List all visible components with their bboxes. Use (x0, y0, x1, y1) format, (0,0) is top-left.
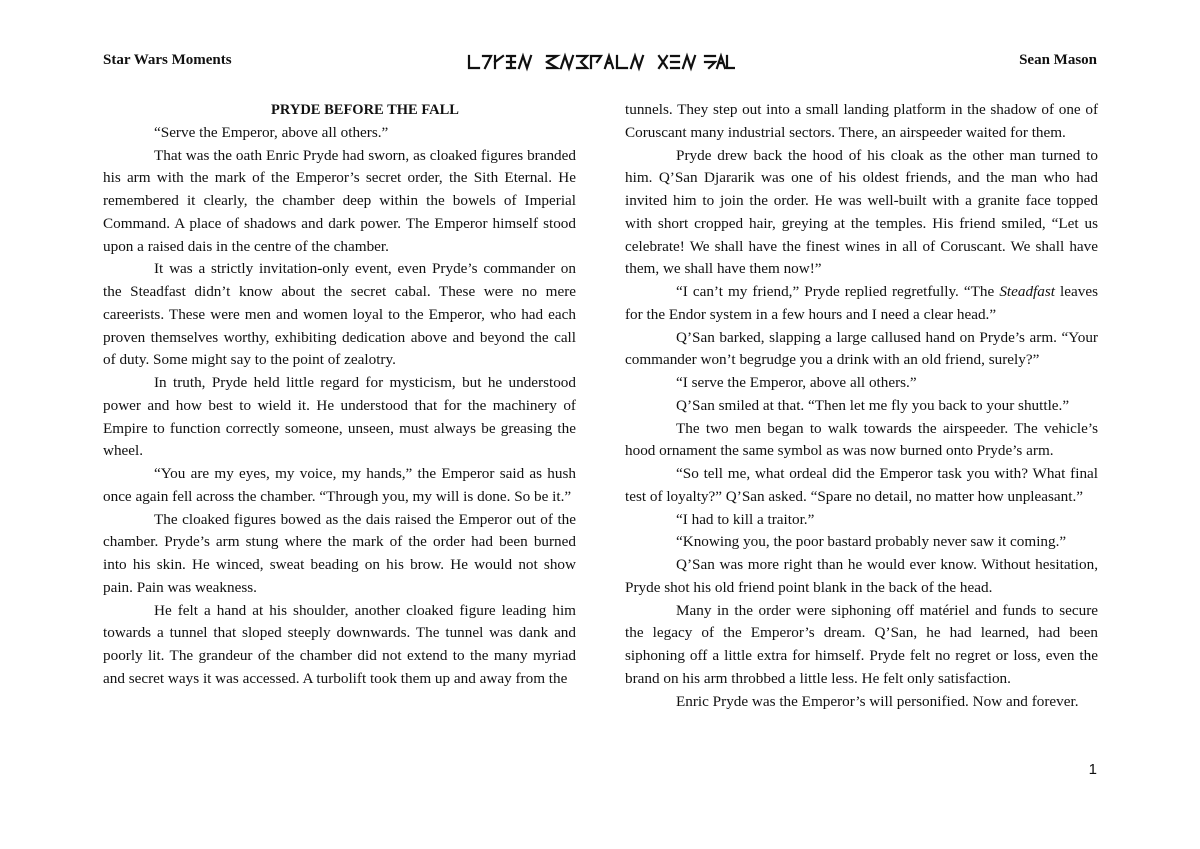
header-book-title: Star Wars Moments (103, 52, 232, 68)
paragraph: Pryde drew back the hood of his cloak as the other man turned to him. Q’San Djararik was one of his oldest friends, and the man who had invited him to join the order. He was well-built with a granite face topped with short cropped hair, greying at the temples. His friend smiled, “Let us celebrate! We shall have the finest wines in all of Coruscant. We shall have them, we shall have them now!” (625, 146, 1098, 278)
right-column (625, 99, 1098, 713)
paragraph: The two men began to walk towards the airspeeder. The vehicle’s hood ornament the same symbol as was now burned onto Pryde’s arm. (625, 419, 1098, 460)
paragraph: He felt a hand at his shoulder, another cloaked figure leading him towards a tunnel that sloped steeply downwards. The tunnel was dank and poorly lit. The grandeur of the chamber did not extend to the many myriad and secret ways it was accessed. A turbolift took them up and away from the (103, 601, 576, 687)
paragraph-text: leaves for the Endor system in a few hours and I need a clear head.” (625, 283, 1098, 323)
ship-name-italic: Steadfast (999, 283, 1055, 300)
paragraph: “I had to kill a traitor.” (676, 510, 815, 528)
paragraph: “Serve the Emperor, above all others.” (154, 123, 389, 141)
paragraph: Q’San barked, slapping a large callused hand on Pryde’s arm. “Your commander won’t begrudge you a drink with an old friend, surely?” (625, 328, 1098, 369)
page-number: 1 (1088, 761, 1097, 778)
left-column (103, 99, 576, 691)
paragraph: The cloaked figures bowed as the dais raised the Emperor out of the chamber. Pryde’s arm stung where the mark of the order had been burned into his skin. He winced, sweat beading on his brow. He would not show pain. Pain was weakness. (103, 510, 576, 596)
paragraph: “Knowing you, the poor bastard probably never saw it coming.” (676, 533, 1067, 551)
paragraph: It was a strictly invitation-only event, even Pryde’s commander on the Steadfast didn’t know about the secret cabal. These were no mere careerists. These were men and women loyal to the Emperor, who had each proven themselves worthy, exhibiting dedication above and beyond the call of duty. Some might say to the point of zealotry. (103, 260, 576, 369)
paragraph (625, 281, 1098, 327)
paragraph: Q’San smiled at that. “Then let me fly you back to your shuttle.” (676, 396, 1070, 414)
paragraph: “So tell me, what ordeal did the Emperor task you with? What final test of loyalty?” Q’San asked. “Spare no detail, no matter how unpleasant.” (625, 465, 1098, 505)
paragraph: “You are my eyes, my voice, my hands,” the Emperor said as hush once again fell across the chamber. “Through you, my will is done. So be it.” (103, 465, 576, 505)
aurebesh-title-glyphs (465, 52, 735, 72)
paragraph: Enric Pryde was the Emperor’s will personified. Now and forever. (676, 692, 1079, 710)
story-title: PRYDE BEFORE THE FALL (271, 102, 459, 118)
paragraph: Many in the order were siphoning off matériel and funds to secure the legacy of the Emperor’s dream. Q’San, he had learned, had been siphoning off a little extra for himself. Pryde felt no regret or loss, even the brand on his arm throbbed a little less. He felt only satisfaction. (625, 601, 1098, 687)
header-author: Sean Mason (1019, 52, 1097, 68)
paragraph: “I serve the Emperor, above all others.” (676, 374, 917, 391)
paragraph: That was the oath Enric Pryde had sworn, as cloaked figures branded his arm with the mark of the Emperor’s secret order, the Sith Eternal. He remembered it clearly, the chamber deep within the bowels of Imperial Command. A place of shadows and dark power. The Emperor himself stood upon a raised dais in the centre of the chamber. (103, 146, 576, 255)
paragraph-text: “I can’t my friend,” Pryde replied regretfully. “The (676, 283, 1000, 300)
paragraph: In truth, Pryde held little regard for mysticism, but he understood power and how best to wield it. He understood that for the machinery of Empire to function correctly someone, unseen, must always be greasing the wheel. (103, 374, 576, 460)
paragraph: tunnels. They step out into a small landing platform in the shadow of one of Coruscant many industrial sectors. There, an airspeeder waited for them. (625, 101, 1098, 141)
paragraph: Q’San was more right than he would ever know. Without hesitation, Pryde shot his old friend point blank in the back of the head. (625, 556, 1098, 596)
